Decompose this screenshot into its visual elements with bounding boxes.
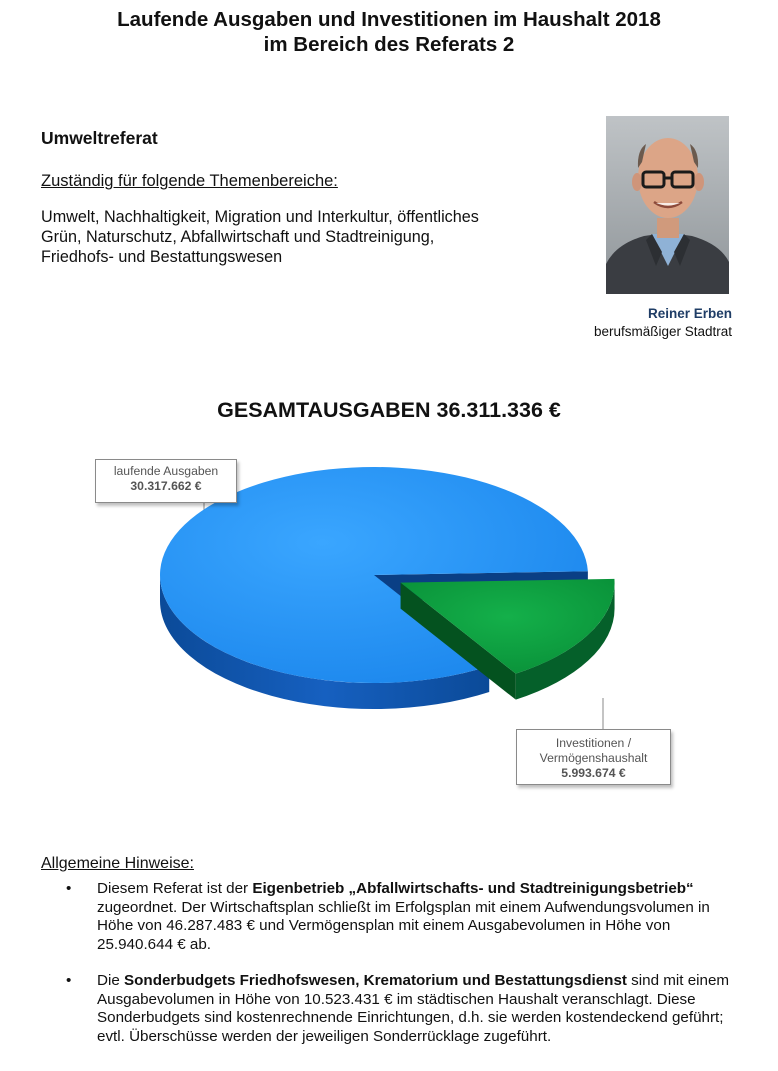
notes-list — [64, 880, 744, 1046]
department-name: Umweltreferat — [41, 128, 158, 148]
slice-label: laufende Ausgaben — [113, 464, 219, 478]
page-title-line-1: Laufende Ausgaben und Investitionen im Haushalt 2018 — [117, 8, 661, 31]
chart-title: GESAMTAUSGABEN 36.311.336 € — [217, 398, 561, 422]
slice-label: Vermögenshaushalt — [539, 751, 648, 765]
note-text-start: Diesem Referat ist der — [97, 880, 253, 897]
note-text-bold: Eigenbetrieb „Abfallwirtschafts- und Stadtreinigungsbetrieb“ — [252, 880, 694, 897]
responsibility-label: Zuständig für folgende Themenbereiche: — [41, 172, 338, 190]
page-title-line-2: im Bereich des Referats 2 — [263, 33, 515, 56]
person-role: berufsmäßiger Stadtrat — [593, 324, 732, 339]
person-name: Reiner Erben — [647, 306, 732, 321]
data-label-investments — [516, 729, 671, 785]
person-portrait-image — [606, 116, 729, 294]
bullet-icon: • — [66, 972, 72, 989]
notes-heading: Allgemeine Hinweise: — [41, 855, 194, 872]
data-label-running-expenses — [95, 459, 237, 503]
slice-label: Investitionen / — [555, 736, 632, 750]
slice-value: 30.317.662 € — [130, 479, 202, 493]
topics-text — [41, 207, 541, 267]
note-text-end: sind mit einem Ausgabevolumen in Höhe von 10.523.431 € im städtischen Haushalt veranschlagt. Diese Sonderbudgets sind kostenrechnende Einrichtungen, d.h. sie werden kostendeckend geführt; evtl. Überschüsse werden der jeweiligen Sonderrücklage zugeführt. — [97, 972, 730, 1045]
topics-line: Umwelt, Nachhaltigkeit, Migration und Interkultur, öffentliches — [41, 208, 479, 226]
bullet-icon: • — [66, 880, 72, 897]
topics-line: Grün, Naturschutz, Abfallwirtschaft und Stadtreinigung, — [41, 228, 435, 246]
note-text-end: zugeordnet. Der Wirtschaftsplan schließt im Erfolgsplan mit einem Aufwendungsvolumen in Höhe von 46.287.483 € und Vermögensplan mit einem Ausgabevolumen in Höhe von 25.940.644 € ab. — [97, 898, 710, 953]
note-item — [64, 972, 744, 1046]
topics-line: Friedhofs- und Bestattungswesen — [41, 248, 283, 266]
slice-value: 5.993.674 € — [561, 766, 626, 780]
note-text-start: Die — [97, 972, 125, 989]
note-item — [64, 880, 744, 954]
note-text-bold: Sonderbudgets Friedhofswesen, Krematorium und Bestattungsdienst — [124, 972, 627, 989]
person-photo — [606, 116, 729, 294]
page-title — [0, 7, 778, 57]
